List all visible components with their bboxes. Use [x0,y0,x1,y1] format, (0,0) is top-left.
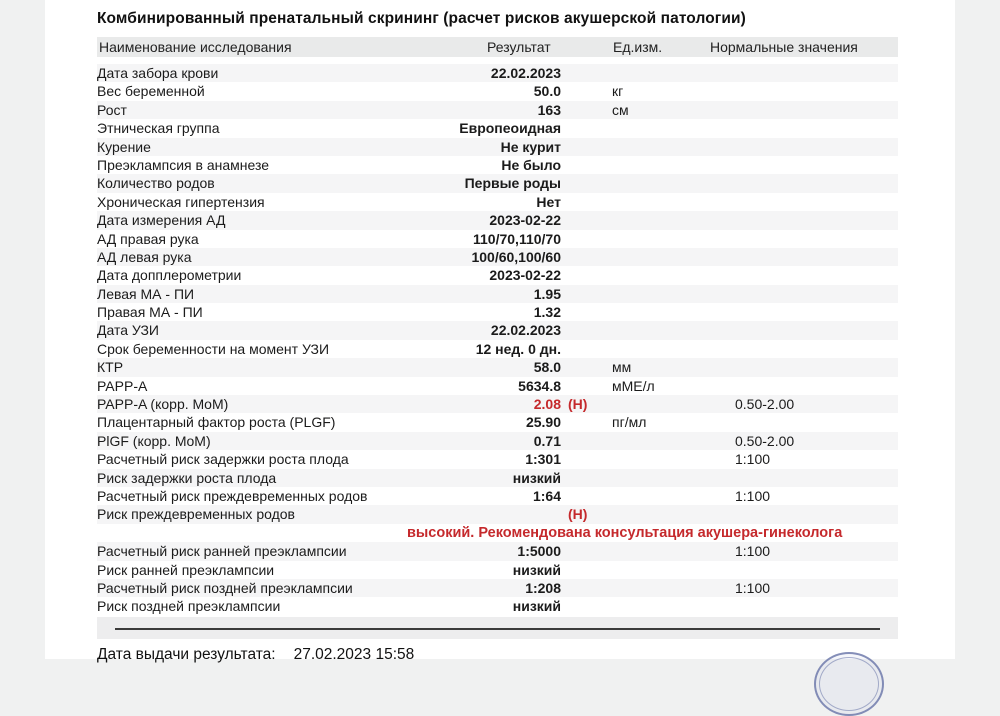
row-label: Расчетный риск задержки роста плода [97,451,349,468]
row-flag [561,358,605,376]
row-result: 0.71 [533,432,561,449]
row-label: КТР [97,359,124,376]
clinic-seal-stamp [814,652,884,716]
row-flag [561,82,605,100]
row-label: Рост [97,101,127,118]
row-result: низкий [512,469,561,486]
row-units [605,432,728,450]
row-result: 22.02.2023 [490,65,561,81]
row-result: Первые роды [464,175,561,192]
row-units [605,505,728,523]
row-units [605,340,728,358]
row-normal-range: 1:100 [735,487,771,504]
row-flag [561,321,605,339]
table-row [97,193,898,211]
row-result: 1:301 [525,451,561,468]
alert-message: высокий. Рекомендована консультация акушера-гинеколога [407,524,843,541]
row-result: 25.90 [525,414,561,431]
row-label: Плацентарный фактор роста (PLGF) [97,414,336,431]
row-units [605,193,728,211]
row-result: 22.02.2023 [490,322,561,339]
table-row [97,340,898,358]
row-flag [561,119,605,137]
header-normal: Нормальные значения [710,39,858,55]
row-flag [561,579,605,597]
table-row [97,82,898,100]
row-normal-range [728,266,898,284]
row-units: мМЕ/л [612,377,655,394]
row-flag [561,156,605,174]
table-row [97,413,898,431]
row-flag: (Н) [568,506,588,523]
row-normal-range [728,413,898,431]
table-row [97,211,898,229]
header-name: Наименование исследования [99,39,292,55]
row-label: Дата забора крови [97,65,219,81]
row-flag [561,413,605,431]
row-flag [561,450,605,468]
table-row [97,266,898,284]
row-units [605,211,728,229]
row-normal-range [728,101,898,119]
row-units [605,285,728,303]
row-result: Европеоидная [459,120,561,137]
row-result: 2.08 [533,396,561,413]
row-units [605,487,728,505]
row-label: Дата допплерометрии [97,267,242,284]
row-units [605,156,728,174]
row-result: 2023-02-22 [489,267,561,284]
table-row [97,64,898,82]
row-flag [561,138,605,156]
row-flag [561,340,605,358]
row-normal-range [728,174,898,192]
signature-divider [97,617,898,639]
row-result [437,505,561,523]
row-units: пг/мл [612,414,647,431]
row-flag [561,597,605,615]
table-row [97,395,898,413]
row-normal-range: 0.50-2.00 [735,432,795,449]
row-flag [561,101,605,119]
table-row [97,542,898,560]
header-units: Ед.изм. [613,39,663,55]
row-label: Правая МА - ПИ [97,304,203,321]
row-units [605,119,728,137]
row-flag [561,193,605,211]
table-row [97,156,898,174]
row-normal-range [728,303,898,321]
row-units [605,303,728,321]
row-normal-range [728,156,898,174]
row-units [605,64,728,82]
row-normal-range [728,193,898,211]
divider-line [115,628,880,630]
row-normal-range: 1:100 [735,543,771,560]
alert-message-row [97,524,898,542]
report-page [45,0,955,663]
table-row [97,303,898,321]
clinic-seal-inner-ring [819,657,879,711]
row-normal-range [728,358,898,376]
row-flag [561,487,605,505]
row-normal-range: 1:100 [735,579,771,596]
row-flag [561,303,605,321]
row-flag [561,561,605,579]
row-units: кг [612,83,624,100]
row-result: 12 нед. 0 дн. [475,340,561,357]
table-body [97,64,898,616]
row-flag [561,377,605,395]
row-units [605,561,728,579]
row-result: 100/60,100/60 [471,248,561,265]
table-row [97,138,898,156]
header-result: Результат [487,39,551,55]
row-normal-range [728,340,898,358]
row-normal-range [728,119,898,137]
row-label: Расчетный риск преждевременных родов [97,487,368,504]
table-row [97,432,898,450]
row-label: Срок беременности на момент УЗИ [97,340,330,357]
row-result: 163 [537,101,561,118]
row-flag [561,211,605,229]
row-normal-range [728,82,898,100]
table-header [97,37,898,57]
row-result: 1.95 [533,285,561,302]
table-row [97,487,898,505]
row-flag [561,469,605,487]
table-row [97,101,898,119]
row-normal-range [728,248,898,266]
row-normal-range: 0.50-2.00 [735,396,795,413]
table-row [97,321,898,339]
row-units [605,321,728,339]
row-units [605,230,728,248]
table-row [97,174,898,192]
row-flag [561,285,605,303]
row-units: см [612,101,629,118]
row-label: АД левая рука [97,248,192,265]
row-result: Не курит [500,138,561,155]
row-result: 50.0 [533,83,561,100]
row-normal-range [728,469,898,487]
row-units [605,266,728,284]
table-row [97,579,898,597]
row-label: Хроническая гипертензия [97,193,265,210]
row-result: Нет [536,193,561,210]
table-row [97,285,898,303]
row-result: 2023-02-22 [489,212,561,229]
table-row [97,505,898,523]
row-units [605,395,728,413]
row-flag [561,64,605,82]
row-result: Не было [501,156,561,173]
table-row [97,469,898,487]
row-result: 58.0 [533,359,561,376]
row-normal-range [728,211,898,229]
row-label: Левая МА - ПИ [97,285,195,302]
row-result: низкий [512,598,561,615]
row-label: Риск ранней преэклампсии [97,561,275,578]
row-units [605,542,728,560]
row-normal-range [728,597,898,615]
row-units [605,469,728,487]
row-label: Количество родов [97,175,215,192]
row-label: Этническая группа [97,120,220,137]
row-label: PAPP-A (корр. MoM) [97,396,229,413]
row-label: Преэклампсия в анамнезе [97,156,270,173]
row-normal-range [728,138,898,156]
table-row [97,358,898,376]
row-units [605,138,728,156]
row-flag [561,230,605,248]
row-flag [561,248,605,266]
row-result: 5634.8 [518,377,561,394]
row-normal-range [728,321,898,339]
row-label: Риск поздней преэклампсии [97,598,281,615]
row-normal-range [728,377,898,395]
row-label: PlGF (корр. MoM) [97,432,211,449]
row-units [605,579,728,597]
row-label: Дата УЗИ [97,322,159,339]
row-units [605,248,728,266]
row-flag: (Н) [568,396,588,413]
row-label: Расчетный риск ранней преэклампсии [97,543,347,560]
row-normal-range [728,505,898,523]
table-row [97,450,898,468]
table-row [97,230,898,248]
report-title: Комбинированный пренатальный скрининг (расчет рисков акушерской патологии) [97,10,746,27]
row-units [605,174,728,192]
row-label: Расчетный риск поздней преэклампсии [97,579,353,596]
row-label: Риск задержки роста плода [97,469,277,486]
row-normal-range [728,64,898,82]
row-result: 1.32 [533,304,561,321]
row-normal-range [728,285,898,303]
table-row [97,597,898,615]
issue-date-value: 27.02.2023 15:58 [293,645,415,663]
row-label: Курение [97,138,151,155]
row-normal-range [728,230,898,248]
table-row [97,561,898,579]
table-row [97,377,898,395]
row-normal-range: 1:100 [735,451,771,468]
row-label: PAPP-A [97,377,148,394]
row-result: 1:208 [525,579,561,596]
row-normal-range [728,561,898,579]
table-row [97,248,898,266]
row-label: АД правая рука [97,230,199,247]
row-flag [561,542,605,560]
row-label: Дата измерения АД [97,212,226,229]
row-flag [561,174,605,192]
row-units [605,597,728,615]
row-result: 1:5000 [517,543,561,560]
row-result: низкий [512,561,561,578]
row-flag [561,432,605,450]
issue-date-label: Дата выдачи результата: [97,645,276,663]
row-units: мм [612,359,632,376]
row-units [605,450,728,468]
row-result: 110/70,110/70 [473,230,561,247]
row-label: Вес беременной [97,83,205,100]
row-flag [561,266,605,284]
row-label: Риск преждевременных родов [97,506,295,523]
table-row [97,119,898,137]
results-table [97,37,898,639]
row-result: 1:64 [532,487,561,504]
